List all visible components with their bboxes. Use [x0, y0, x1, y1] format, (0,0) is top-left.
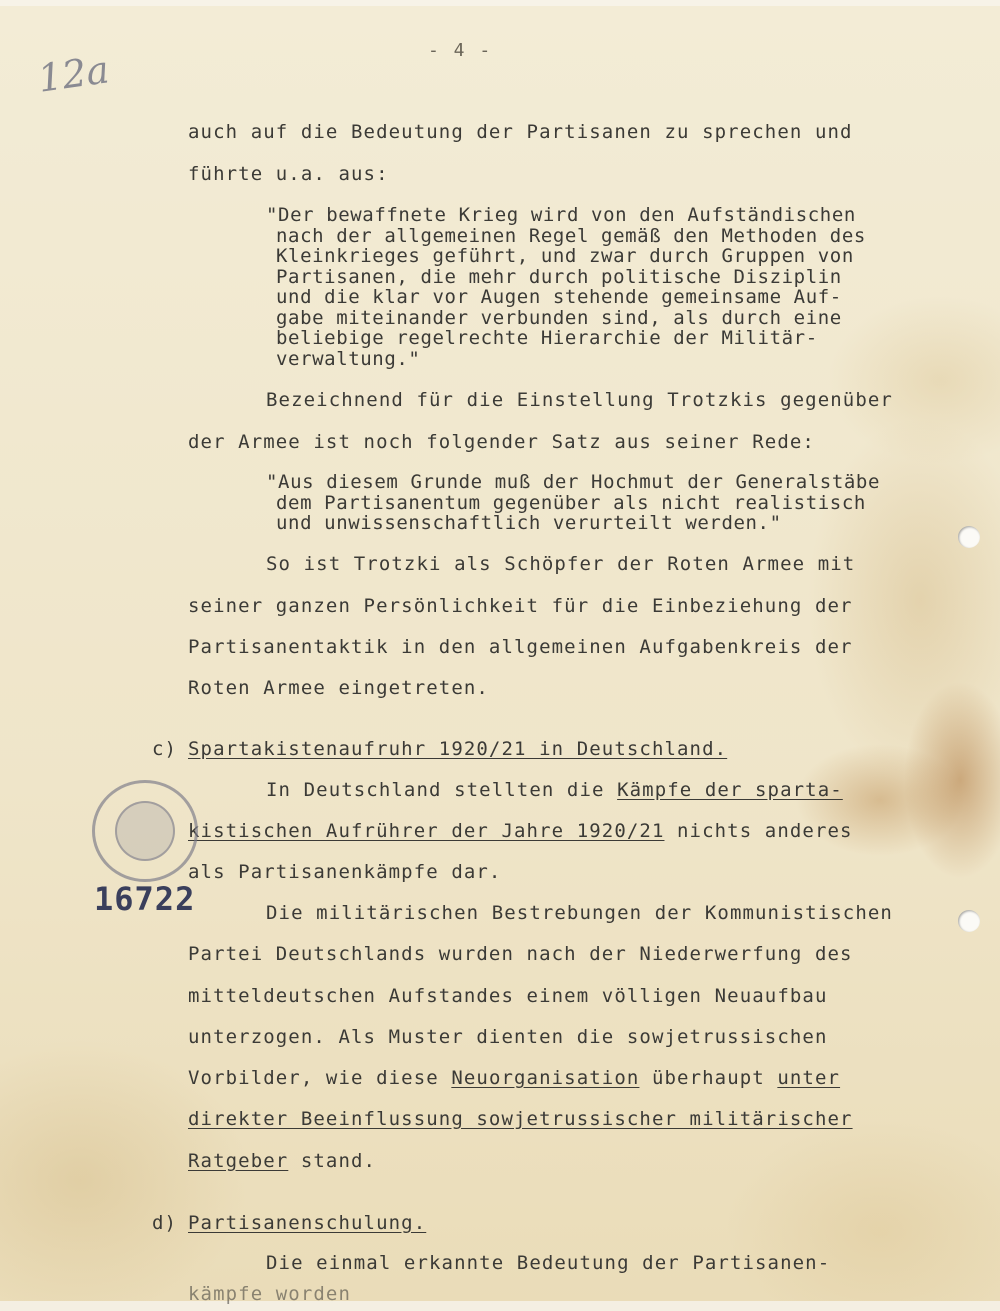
- archive-stamp-number: 16722: [94, 880, 196, 918]
- punch-hole-icon: [958, 910, 980, 932]
- quote-line: "Aus diesem Grunde muß der Hochmut der Generalstäbe: [266, 471, 880, 493]
- text-span: Vorbilder, wie diese: [188, 1067, 452, 1089]
- text-line: Die einmal erkannte Bedeutung der Partisanen-: [266, 1252, 831, 1274]
- text-line: führte u.a. aus:: [188, 163, 389, 185]
- text-line: Bezeichnend für die Einstellung Trotzkis gegenüber: [266, 389, 893, 411]
- quote-line: dem Partisanentum gegenüber als nicht realistisch: [276, 492, 866, 514]
- text-line: kämpfe worden: [188, 1283, 352, 1305]
- handwritten-note: 12a: [35, 47, 112, 101]
- text-line: mitteldeutschen Aufstandes einem völligen Neuaufbau: [188, 985, 828, 1007]
- text-span: In Deutschland stellten die: [266, 779, 618, 801]
- archive-stamp-icon: [92, 780, 198, 882]
- text-span: nichts anderes: [664, 820, 853, 842]
- section-marker: d): [152, 1212, 178, 1234]
- punch-hole-icon: [958, 526, 980, 548]
- section-heading: Spartakistenaufruhr 1920/21 in Deutschland.: [188, 738, 728, 760]
- paper-edge-bottom: [0, 1301, 1000, 1311]
- quote-line: und unwissenschaftlich verurteilt werden.": [276, 512, 782, 534]
- text-line: So ist Trotzki als Schöpfer der Roten Armee mit: [266, 553, 856, 575]
- text-line: als Partisanenkämpfe dar.: [188, 861, 502, 883]
- underlined-text: Neuorganisation: [451, 1067, 640, 1089]
- underlined-text: unter: [777, 1067, 841, 1089]
- text-line: Partei Deutschlands wurden nach der Niederwerfung des: [188, 943, 853, 965]
- text-line: Roten Armee eingetreten.: [188, 677, 489, 699]
- quote-line: "Der bewaffnete Krieg wird von den Aufständischen: [266, 204, 856, 226]
- underlined-text: Ratgeber: [188, 1150, 289, 1172]
- text-line: Die militärischen Bestrebungen der Kommunistischen: [266, 902, 893, 924]
- section-marker: c): [152, 738, 178, 760]
- text-line: [266, 780, 843, 800]
- quote-line: gabe miteinander verbunden sind, als durch eine: [276, 307, 842, 329]
- paper-edge-top: [0, 0, 1000, 6]
- quote-line: und die klar vor Augen stehende gemeinsame Auf-: [276, 286, 842, 308]
- underlined-text: direkter Beeinflussung sowjetrussischer militärischer: [188, 1108, 853, 1130]
- quote-line: verwaltung.": [276, 348, 421, 370]
- text-line: [188, 1151, 376, 1171]
- text-line: [188, 821, 853, 841]
- quote-line: nach der allgemeinen Regel gemäß den Methoden des: [276, 225, 866, 247]
- text-line: seiner ganzen Persönlichkeit für die Einbeziehung der: [188, 595, 853, 617]
- underlined-text: Kämpfe der sparta-: [617, 779, 843, 801]
- text-line: Partisanentaktik in den allgemeinen Aufgabenkreis der: [188, 636, 853, 658]
- text-span: überhaupt: [639, 1067, 778, 1089]
- text-line: der Armee ist noch folgender Satz aus seiner Rede:: [188, 431, 815, 453]
- text-line: auch auf die Bedeutung der Partisanen zu sprechen und: [188, 121, 853, 143]
- underlined-text: kistischen Aufrührer der Jahre 1920/21: [188, 820, 665, 842]
- text-line: unterzogen. Als Muster dienten die sowjetrussischen: [188, 1026, 828, 1048]
- text-span: stand.: [288, 1150, 377, 1172]
- section-heading: Partisanenschulung.: [188, 1212, 427, 1234]
- page-number: - 4 -: [428, 40, 493, 61]
- quote-line: Partisanen, die mehr durch politische Disziplin: [276, 266, 842, 288]
- stamp-center: [115, 801, 175, 861]
- quote-line: Kleinkrieges geführt, und zwar durch Gruppen von: [276, 245, 854, 267]
- quote-line: beliebige regelrechte Hierarchie der Militär-: [276, 327, 818, 349]
- text-line: [188, 1068, 840, 1088]
